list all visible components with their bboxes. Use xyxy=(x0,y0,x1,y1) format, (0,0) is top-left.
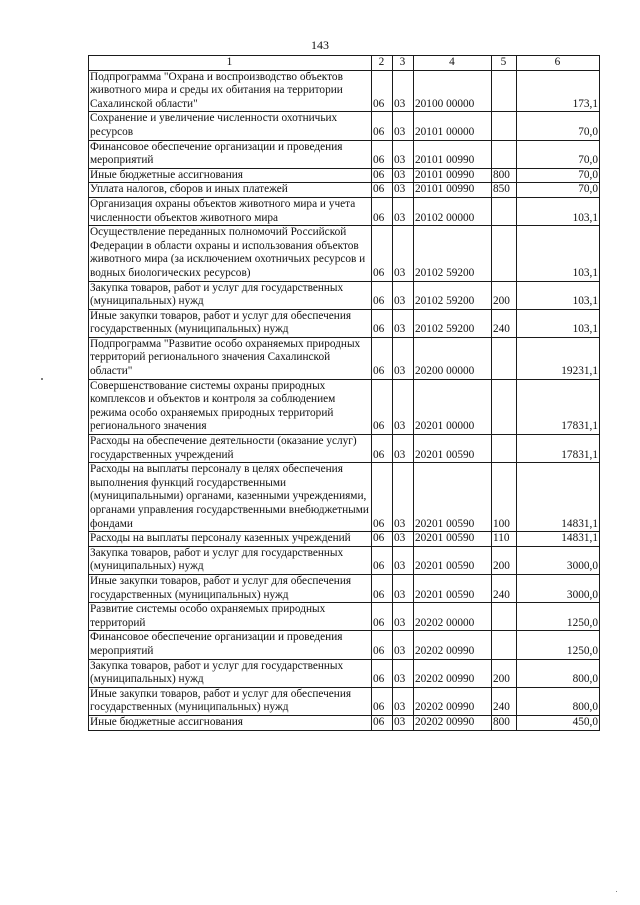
table-row xyxy=(89,463,600,532)
expense-type-cell: 240 xyxy=(492,574,517,602)
table-row xyxy=(89,197,600,225)
expense-type-cell: 850 xyxy=(492,183,517,198)
subsection-code-cell: 03 xyxy=(393,532,414,547)
expense-type-cell xyxy=(492,603,517,631)
amount-cell: 173,1 xyxy=(517,70,600,112)
amount-cell: 3000,0 xyxy=(517,574,600,602)
subsection-code-cell: 03 xyxy=(393,112,414,140)
subsection-code-cell: 03 xyxy=(393,183,414,198)
column-header: 5 xyxy=(492,56,517,71)
section-code-cell: 06 xyxy=(372,574,393,602)
row-name-cell: Осуществление переданных полномочий Российской Федерации в области охраны и использования объектов животного мира (за исключением охотничьих ресурсов и водных биологических ресурсов) xyxy=(89,226,372,281)
table-row xyxy=(89,168,600,183)
table-row xyxy=(89,532,600,547)
section-code-cell: 06 xyxy=(372,603,393,631)
table-row xyxy=(89,574,600,602)
expense-type-cell: 240 xyxy=(492,309,517,337)
expense-type-cell: 200 xyxy=(492,281,517,309)
amount-cell: 800,0 xyxy=(517,659,600,687)
amount-cell: 19231,1 xyxy=(517,337,600,379)
amount-cell: 14831,1 xyxy=(517,463,600,532)
row-name-cell: Финансовое обеспечение организации и проведения мероприятий xyxy=(89,140,372,168)
column-header: 2 xyxy=(372,56,393,71)
column-header: 4 xyxy=(414,56,492,71)
subsection-code-cell: 03 xyxy=(393,546,414,574)
amount-cell: 800,0 xyxy=(517,687,600,715)
subsection-code-cell: 03 xyxy=(393,309,414,337)
column-header: 3 xyxy=(393,56,414,71)
amount-cell: 17831,1 xyxy=(517,379,600,434)
row-name-cell: Сохранение и увеличение численности охотничьих ресурсов xyxy=(89,112,372,140)
target-article-cell: 20102 00000 xyxy=(414,197,492,225)
column-header: 1 xyxy=(89,56,372,71)
section-code-cell: 06 xyxy=(372,112,393,140)
amount-cell: 17831,1 xyxy=(517,435,600,463)
row-name-cell: Иные закупки товаров, работ и услуг для обеспечения государственных (муниципальных) нужд xyxy=(89,687,372,715)
section-code-cell: 06 xyxy=(372,226,393,281)
section-code-cell: 06 xyxy=(372,309,393,337)
expense-type-cell xyxy=(492,631,517,659)
table-row xyxy=(89,140,600,168)
expense-type-cell xyxy=(492,337,517,379)
row-name-cell: Развитие системы особо охраняемых природных территорий xyxy=(89,603,372,631)
amount-cell: 70,0 xyxy=(517,168,600,183)
row-name-cell: Иные закупки товаров, работ и услуг для обеспечения государственных (муниципальных) нужд xyxy=(89,309,372,337)
target-article-cell: 20201 00590 xyxy=(414,546,492,574)
amount-cell: 103,1 xyxy=(517,197,600,225)
section-code-cell: 06 xyxy=(372,337,393,379)
row-name-cell: Подпрограмма "Охрана и воспроизводство объектов животного мира и среды их обитания на территории Сахалинской области" xyxy=(89,70,372,112)
table-row xyxy=(89,715,600,730)
table-row xyxy=(89,226,600,281)
row-name-cell: Иные закупки товаров, работ и услуг для обеспечения государственных (муниципальных) нужд xyxy=(89,574,372,602)
expense-type-cell xyxy=(492,140,517,168)
table-row xyxy=(89,631,600,659)
subsection-code-cell: 03 xyxy=(393,603,414,631)
target-article-cell: 20101 00990 xyxy=(414,140,492,168)
target-article-cell: 20202 00990 xyxy=(414,659,492,687)
section-code-cell: 06 xyxy=(372,197,393,225)
table-row xyxy=(89,379,600,434)
subsection-code-cell: 03 xyxy=(393,659,414,687)
amount-cell: 70,0 xyxy=(517,112,600,140)
target-article-cell: 20100 00000 xyxy=(414,70,492,112)
amount-cell: 103,1 xyxy=(517,309,600,337)
target-article-cell: 20201 00590 xyxy=(414,532,492,547)
expense-type-cell: 200 xyxy=(492,546,517,574)
amount-cell: 3000,0 xyxy=(517,546,600,574)
table-header-row xyxy=(89,56,600,71)
subsection-code-cell: 03 xyxy=(393,715,414,730)
subsection-code-cell: 03 xyxy=(393,281,414,309)
section-code-cell: 06 xyxy=(372,70,393,112)
subsection-code-cell: 03 xyxy=(393,631,414,659)
row-name-cell: Закупка товаров, работ и услуг для государственных (муниципальных) нужд xyxy=(89,546,372,574)
row-name-cell: Иные бюджетные ассигнования xyxy=(89,715,372,730)
row-name-cell: Уплата налогов, сборов и иных платежей xyxy=(89,183,372,198)
target-article-cell: 20201 00000 xyxy=(414,379,492,434)
table-row xyxy=(89,337,600,379)
target-article-cell: 20201 00590 xyxy=(414,435,492,463)
target-article-cell: 20202 00990 xyxy=(414,631,492,659)
expense-type-cell xyxy=(492,70,517,112)
subsection-code-cell: 03 xyxy=(393,687,414,715)
target-article-cell: 20202 00000 xyxy=(414,603,492,631)
expense-type-cell xyxy=(492,435,517,463)
target-article-cell: 20202 00990 xyxy=(414,715,492,730)
row-name-cell: Закупка товаров, работ и услуг для государственных (муниципальных) нужд xyxy=(89,659,372,687)
subsection-code-cell: 03 xyxy=(393,435,414,463)
row-name-cell: Расходы на выплаты персоналу в целях обеспечения выполнения функций государственными (муниципальными) органами, казенными учреждениями, органами управления государственными внебюджетными фондами xyxy=(89,463,372,532)
subsection-code-cell: 03 xyxy=(393,70,414,112)
amount-cell: 70,0 xyxy=(517,140,600,168)
subsection-code-cell: 03 xyxy=(393,463,414,532)
expense-type-cell: 800 xyxy=(492,168,517,183)
target-article-cell: 20101 00000 xyxy=(414,112,492,140)
row-name-cell: Закупка товаров, работ и услуг для государственных (муниципальных) нужд xyxy=(89,281,372,309)
row-name-cell: Подпрограмма "Развитие особо охраняемых природных территорий регионального значения Сахалинской области" xyxy=(89,337,372,379)
table-row xyxy=(89,183,600,198)
expense-type-cell xyxy=(492,379,517,434)
expense-type-cell xyxy=(492,197,517,225)
table-row xyxy=(89,281,600,309)
target-article-cell: 20102 59200 xyxy=(414,281,492,309)
expense-type-cell: 200 xyxy=(492,659,517,687)
section-code-cell: 06 xyxy=(372,281,393,309)
section-code-cell: 06 xyxy=(372,168,393,183)
row-name-cell: Иные бюджетные ассигнования xyxy=(89,168,372,183)
column-header: 6 xyxy=(517,56,600,71)
subsection-code-cell: 03 xyxy=(393,337,414,379)
amount-cell: 1250,0 xyxy=(517,603,600,631)
row-name-cell: Расходы на обеспечение деятельности (оказание услуг) государственных учреждений xyxy=(89,435,372,463)
subsection-code-cell: 03 xyxy=(393,574,414,602)
amount-cell: 1250,0 xyxy=(517,631,600,659)
target-article-cell: 20102 59200 xyxy=(414,226,492,281)
table-row xyxy=(89,546,600,574)
scan-speck xyxy=(616,891,617,892)
section-code-cell: 06 xyxy=(372,532,393,547)
target-article-cell: 20102 59200 xyxy=(414,309,492,337)
scan-speck xyxy=(41,378,43,380)
target-article-cell: 20200 00000 xyxy=(414,337,492,379)
section-code-cell: 06 xyxy=(372,659,393,687)
section-code-cell: 06 xyxy=(372,140,393,168)
row-name-cell: Финансовое обеспечение организации и проведения мероприятий xyxy=(89,631,372,659)
section-code-cell: 06 xyxy=(372,546,393,574)
table-row xyxy=(89,435,600,463)
expense-type-cell: 240 xyxy=(492,687,517,715)
table-row xyxy=(89,112,600,140)
section-code-cell: 06 xyxy=(372,435,393,463)
subsection-code-cell: 03 xyxy=(393,197,414,225)
expense-type-cell: 100 xyxy=(492,463,517,532)
subsection-code-cell: 03 xyxy=(393,140,414,168)
page-number: 143 xyxy=(311,38,329,52)
section-code-cell: 06 xyxy=(372,687,393,715)
table-row xyxy=(89,603,600,631)
row-name-cell: Расходы на выплаты персоналу казенных учреждений xyxy=(89,532,372,547)
table-row xyxy=(89,70,600,112)
section-code-cell: 06 xyxy=(372,183,393,198)
amount-cell: 103,1 xyxy=(517,281,600,309)
target-article-cell: 20101 00990 xyxy=(414,183,492,198)
expense-type-cell xyxy=(492,112,517,140)
budget-table xyxy=(88,55,600,731)
section-code-cell: 06 xyxy=(372,463,393,532)
amount-cell: 14831,1 xyxy=(517,532,600,547)
target-article-cell: 20202 00990 xyxy=(414,687,492,715)
amount-cell: 70,0 xyxy=(517,183,600,198)
section-code-cell: 06 xyxy=(372,379,393,434)
subsection-code-cell: 03 xyxy=(393,226,414,281)
table-row xyxy=(89,687,600,715)
row-name-cell: Организация охраны объектов животного мира и учета численности объектов животного мира xyxy=(89,197,372,225)
section-code-cell: 06 xyxy=(372,715,393,730)
table-row xyxy=(89,659,600,687)
subsection-code-cell: 03 xyxy=(393,379,414,434)
target-article-cell: 20201 00590 xyxy=(414,463,492,532)
table-row xyxy=(89,309,600,337)
target-article-cell: 20101 00990 xyxy=(414,168,492,183)
expense-type-cell: 110 xyxy=(492,532,517,547)
row-name-cell: Совершенствование системы охраны природных комплексов и объектов и контроля за соблюдением режима особо охраняемых природных территорий регионального значения xyxy=(89,379,372,434)
section-code-cell: 06 xyxy=(372,631,393,659)
expense-type-cell xyxy=(492,226,517,281)
expense-type-cell: 800 xyxy=(492,715,517,730)
amount-cell: 450,0 xyxy=(517,715,600,730)
amount-cell: 103,1 xyxy=(517,226,600,281)
target-article-cell: 20201 00590 xyxy=(414,574,492,602)
subsection-code-cell: 03 xyxy=(393,168,414,183)
